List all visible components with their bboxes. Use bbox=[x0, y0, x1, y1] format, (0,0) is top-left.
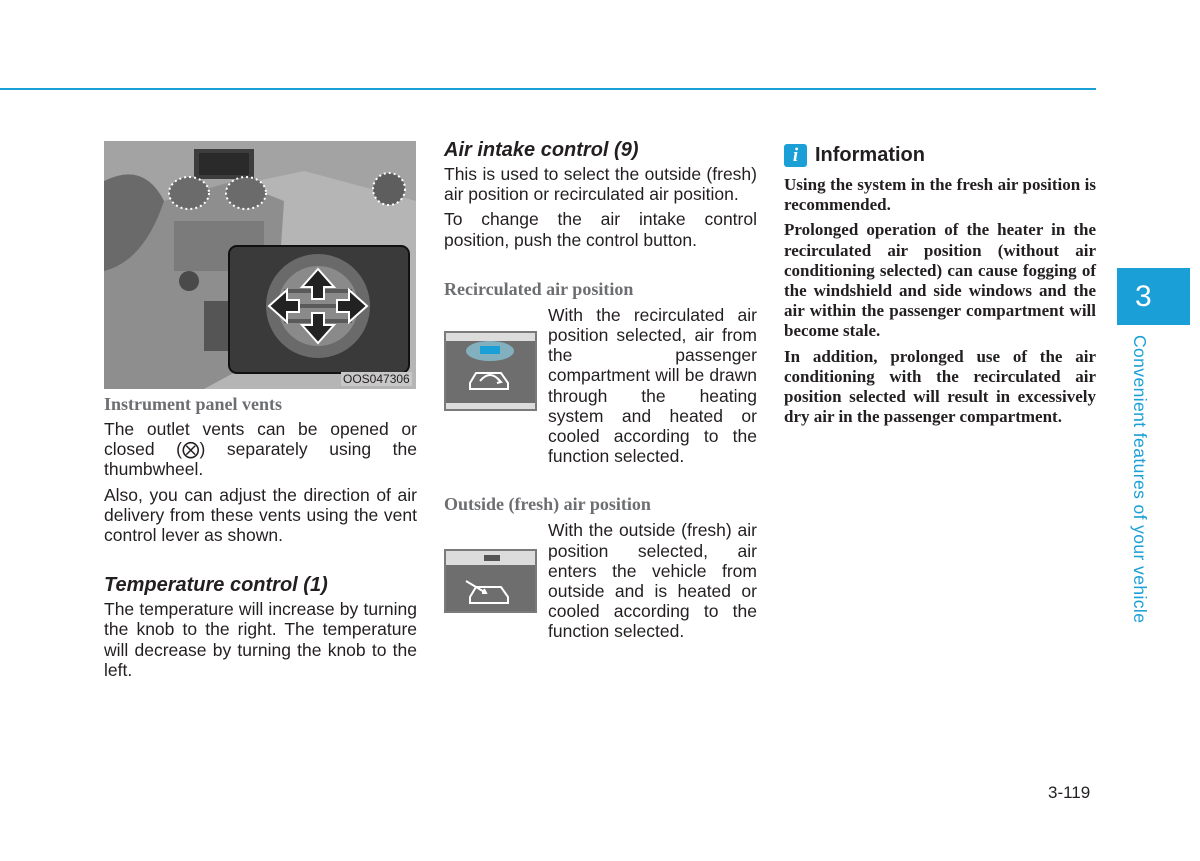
temperature-text: The temperature will increase by turning the knob to the right. The temperature will decrease by turning the knob to the left. bbox=[104, 599, 417, 680]
instrument-panel-vents-photo bbox=[104, 141, 416, 389]
information-icon: i bbox=[784, 144, 807, 167]
information-box bbox=[784, 144, 1096, 427]
recirculated-air-button-illustration bbox=[444, 331, 537, 411]
left-column bbox=[104, 393, 417, 680]
photo-caption: Instrument panel vents bbox=[104, 394, 283, 414]
outside-air-text: With the outside (fresh) air position selected, air enters the vehicle from outside and is heated or cooled according to the function selected. bbox=[548, 520, 757, 642]
vents-paragraph-1: The outlet vents can be opened or closed (⨂) separately using the thumbwheel. bbox=[104, 419, 417, 480]
outside-air-heading: Outside (fresh) air position bbox=[444, 494, 651, 515]
chapter-title: Convenient features of your vehicle bbox=[1130, 335, 1150, 624]
recirculated-heading: Recirculated air position bbox=[444, 278, 634, 299]
outside-air-button-illustration bbox=[444, 549, 537, 613]
page-number: 3-119 bbox=[1048, 783, 1091, 802]
information-paragraph-2: Prolonged operation of the heater in the recirculated air position (without air conditioning selected) can cause fogging of the windshield and side windows and the air within the passenger compartment will become stale. bbox=[784, 220, 1096, 341]
information-paragraph-3: In addition, prolonged use of the air conditioning with the recirculated air position selected will result in excessively dry air in the passenger compartment. bbox=[784, 346, 1096, 427]
air-intake-paragraph-1: This is used to select the outside (fresh) air position or recirculated air position. bbox=[444, 164, 757, 205]
header-rule bbox=[0, 88, 1096, 90]
air-intake-heading: Air intake control (9) bbox=[444, 139, 639, 161]
photo-code: OOS047306 bbox=[343, 372, 410, 386]
information-title: Information bbox=[815, 144, 925, 166]
temperature-heading: Temperature control (1) bbox=[104, 574, 328, 597]
vents-paragraph-2: Also, you can adjust the direction of air delivery from these vents using the vent control lever as shown. bbox=[104, 484, 417, 546]
recirculated-text: With the recirculated air position selected, air from the passenger compartment will be drawn through the heating system and heated or cooled according to the function selected. bbox=[548, 304, 757, 467]
chapter-tab: 3 bbox=[1117, 268, 1190, 325]
air-intake-paragraph-2: To change the air intake control position, push the control button. bbox=[444, 209, 757, 250]
information-paragraph-1: Using the system in the fresh air position is recommended. bbox=[784, 175, 1096, 215]
